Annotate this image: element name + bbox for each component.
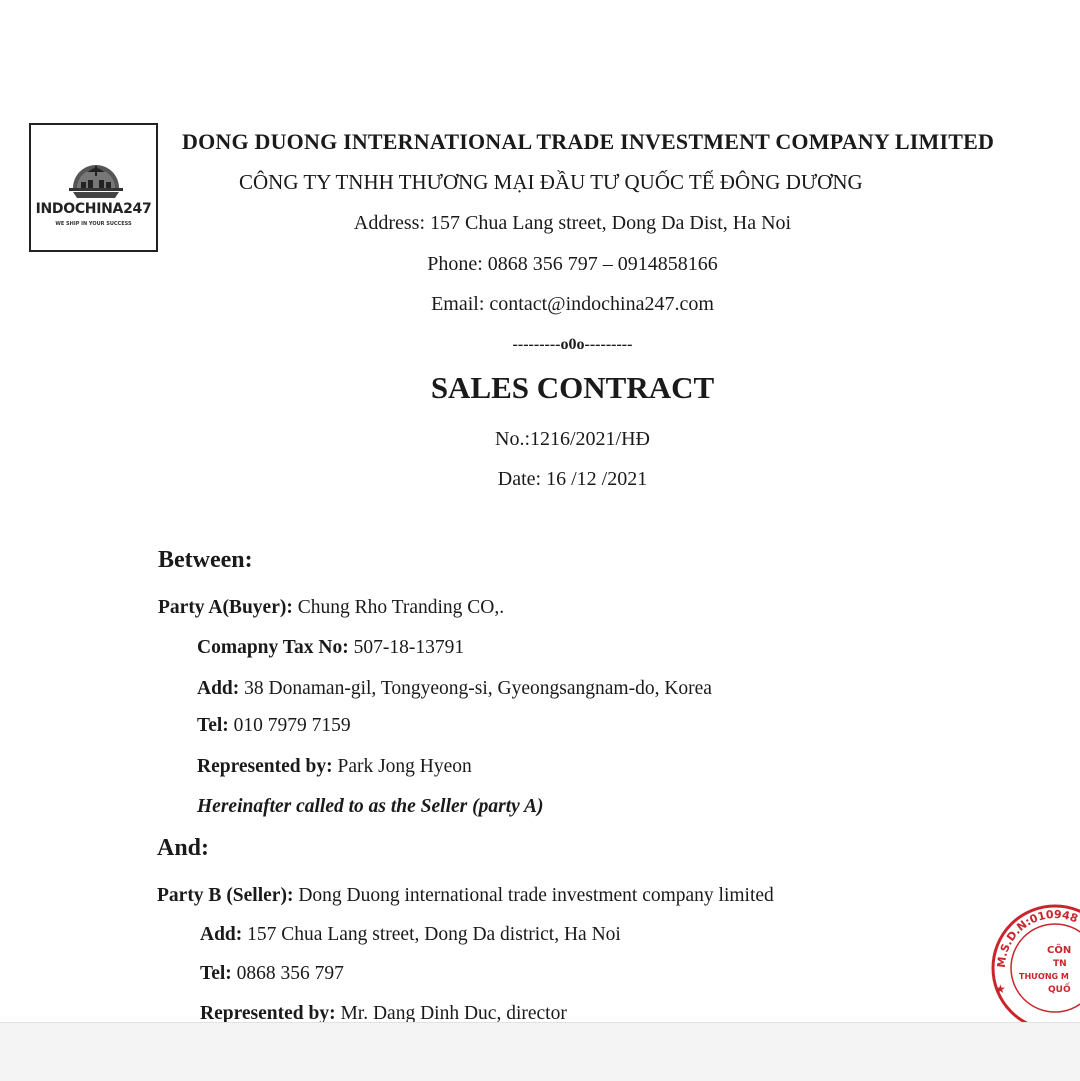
svg-text:★: ★ (995, 982, 1006, 996)
party-a-tel-value: 010 7979 7159 (233, 715, 351, 736)
company-address: Address: 157 Chua Lang street, Dong Da Dist, Ha Noi (353, 212, 792, 234)
party-a-rep-label: Represented by: (197, 756, 333, 777)
party-a-representative-line (197, 756, 472, 778)
between-heading: Between: (158, 547, 253, 573)
party-a-tax-label: Comapny Tax No: (197, 637, 349, 658)
party-b-add-value: 157 Chua Lang street, Dong Da district, Ha Noi (247, 924, 621, 945)
party-a-rep-value: Park Jong Hyeon (337, 756, 472, 777)
ship-globe-icon (65, 150, 127, 200)
header-separator: ---------o0o--------- (512, 336, 633, 353)
party-b-rep-value: Mr. Dang Dinh Duc, director (340, 1003, 567, 1022)
party-b-address-line (200, 924, 621, 946)
contract-number: No.:1216/2021/HĐ (495, 428, 650, 450)
logo-slogan: WE SHIP IN YOUR SUCCESS (55, 221, 132, 227)
party-a-name: Chung Rho Tranding CO,. (297, 597, 505, 618)
party-a-tel-line (197, 715, 351, 737)
stamp-line-3: THƯƠNG M (1019, 972, 1069, 981)
party-a-address-line (197, 678, 712, 700)
and-heading: And: (157, 835, 210, 861)
page-title: SALES CONTRACT (430, 370, 715, 405)
party-a-tax-value: 507-18-13791 (353, 637, 465, 658)
party-b-label: Party B (Seller): (157, 885, 294, 906)
party-b-name: Dong Duong international trade investment company limited (298, 885, 774, 906)
stamp-ring-text: M.S.D.N:010948 (994, 907, 1080, 969)
stamp-line-4: QUỐ (1048, 985, 1071, 995)
company-email: Email: contact@indochina247.com (431, 293, 714, 315)
party-b-line (157, 885, 774, 907)
party-a-line (158, 597, 504, 619)
party-a-add-value: 38 Donaman-gil, Tongyeong-si, Gyeongsangnam-do, Korea (244, 678, 712, 699)
party-a-tel-label: Tel: (197, 715, 229, 736)
party-b-tel-value: 0868 356 797 (236, 963, 344, 984)
stamp-line-2: TN (1053, 959, 1067, 969)
company-stamp (985, 898, 1080, 1022)
party-a-tax-line (197, 637, 464, 659)
contract-date: Date: 16 /12 /2021 (497, 468, 648, 490)
party-b-add-label: Add: (200, 924, 243, 945)
logo-name: INDOCHINA247 (35, 201, 152, 217)
page-background-below (0, 1022, 1080, 1081)
svg-text:M.S.D.N:010948 (995, 908, 1080, 968)
party-a-label: Party A(Buyer): (158, 597, 293, 618)
company-name-english: DONG DUONG INTERNATIONAL TRADE INVESTMENT COMPANY LIMITED (182, 129, 995, 154)
party-a-add-label: Add: (197, 678, 240, 699)
party-a-hereinafter: Hereinafter called to as the Seller (party A) (197, 796, 544, 817)
party-b-rep-label: Represented by: (200, 1003, 336, 1022)
stamp-line-1: CÔN (1047, 945, 1072, 956)
party-b-representative-line (200, 1003, 567, 1022)
company-name-vietnamese: CÔNG TY TNHH THƯƠNG MẠI ĐẦU TƯ QUỐC TẾ ĐÔNG DƯƠNG (239, 170, 863, 194)
company-phone: Phone: 0868 356 797 – 0914858166 (427, 253, 718, 275)
party-b-tel-label: Tel: (200, 963, 232, 984)
party-b-tel-line (200, 963, 344, 985)
